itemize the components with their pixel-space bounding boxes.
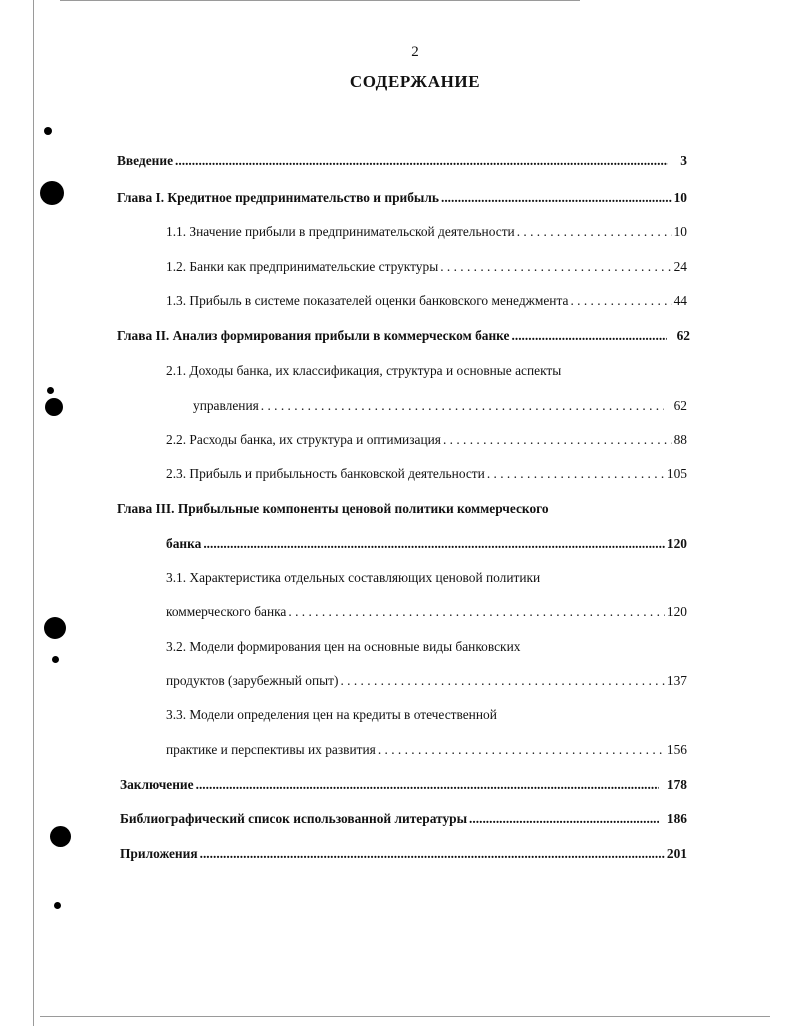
toc-label-continued: продуктов (зарубежный опыт) [166, 673, 339, 688]
toc-label: 2.2. Расходы банка, их структура и оптимизация [166, 432, 441, 447]
page-title: СОДЕРЖАНИЕ [349, 72, 481, 91]
toc-leader [288, 601, 665, 623]
toc-label: 1.3. Прибыль в системе показателей оценки банковского менеджмента [166, 293, 569, 308]
toc-entry-1-3[interactable] [166, 290, 687, 312]
toc-entry-3-1-line2[interactable] [166, 601, 687, 623]
toc-entry-3-3-line1[interactable] [166, 704, 687, 726]
toc-label: 3.1. Характеристика отдельных составляющих ценовой политики [166, 570, 541, 585]
toc-leader [261, 395, 664, 417]
toc-page: 62 [673, 398, 687, 413]
toc-label: Библиографический список использованной литературы [120, 811, 468, 826]
toc-entry-chapter-1[interactable] [117, 187, 687, 209]
toc-entry-3-1-line1[interactable] [166, 567, 687, 589]
toc-page: 105 [666, 466, 687, 481]
toc-leader [203, 533, 665, 555]
toc-entry-chapter-3-line1[interactable] [117, 498, 687, 520]
page-number: 2 [411, 44, 419, 60]
toc-leader [200, 843, 665, 865]
toc-entry-2-1-line2[interactable] [193, 395, 687, 417]
toc-label: 2.1. Доходы банка, их классификация, структура и основные аспекты [166, 363, 562, 378]
punch-hole-mark [54, 902, 61, 909]
punch-hole [44, 617, 66, 639]
toc-page: 24 [673, 259, 687, 274]
toc-page: 10 [673, 190, 687, 205]
toc-label-continued: практике и перспективы их развития [166, 742, 376, 757]
toc-label: 1.1. Значение прибыли в предпринимательской деятельности [166, 224, 515, 239]
toc-entry-intro[interactable] [117, 150, 687, 172]
toc-leader [443, 429, 672, 451]
toc-label: Глава II. Анализ формирования прибыли в коммерческом банке [117, 328, 510, 343]
toc-page: 137 [666, 673, 687, 688]
toc-page: 178 [666, 777, 687, 792]
punch-hole [50, 826, 71, 847]
toc-label-continued: коммерческого банка [166, 604, 287, 619]
scan-edge-top [60, 0, 580, 1]
toc-page: 44 [673, 293, 687, 308]
toc-entry-3-3-line2[interactable] [166, 739, 687, 761]
scan-edge-left [33, 0, 34, 1026]
toc-leader [340, 670, 664, 692]
toc-label-continued: банка [166, 536, 202, 551]
toc-leader [196, 774, 659, 796]
toc-page: 62 [676, 328, 690, 343]
toc-label: Глава I. Кредитное предпринимательство и прибыль [117, 190, 439, 205]
toc-leader [487, 463, 665, 485]
toc-entry-3-2-line1[interactable] [166, 636, 687, 658]
toc-label: 3.3. Модели определения цен на кредиты в отечественной [166, 707, 497, 722]
toc-entry-1-2[interactable] [166, 256, 687, 278]
toc-label: 1.2. Банки как предпринимательские структуры [166, 259, 439, 274]
toc-page: 88 [673, 432, 687, 447]
toc-entry-appendix[interactable] [120, 843, 687, 865]
toc-label: 2.3. Прибыль и прибыльность банковской деятельности [166, 466, 485, 481]
toc-page: 186 [666, 811, 687, 826]
toc-entry-chapter-3-line2[interactable] [166, 533, 687, 555]
toc-page: 156 [666, 742, 687, 757]
punch-hole-mark [44, 127, 52, 135]
punch-hole [40, 181, 64, 205]
toc-leader [469, 808, 659, 830]
toc-entry-3-2-line2[interactable] [166, 670, 687, 692]
toc-leader [378, 739, 665, 761]
toc-entry-2-1-line1[interactable] [166, 360, 687, 382]
scan-edge-bottom [40, 1016, 770, 1017]
toc-entry-1-1[interactable] [166, 221, 687, 243]
toc-page: 10 [673, 224, 687, 239]
toc-label: Приложения [120, 846, 198, 861]
toc-page: 120 [666, 536, 687, 551]
toc-leader [440, 256, 671, 278]
toc-leader [512, 325, 667, 347]
punch-hole-mark [52, 656, 59, 663]
toc-page: 201 [666, 846, 687, 861]
toc-entry-2-3[interactable] [166, 463, 687, 485]
toc-leader [441, 187, 672, 209]
punch-hole [45, 398, 63, 416]
toc-label-continued: управления [193, 398, 259, 413]
toc-entry-chapter-2[interactable] [117, 325, 690, 347]
toc-leader [517, 221, 672, 243]
toc-page: 3 [680, 153, 687, 168]
toc-leader [570, 290, 671, 312]
toc-label: Введение [117, 153, 174, 168]
toc-entry-bibliography[interactable] [120, 808, 687, 830]
toc-entry-conclusion[interactable] [120, 774, 687, 796]
toc-page: 120 [666, 604, 687, 619]
toc-label: Заключение [120, 777, 194, 792]
toc-label: Глава III. Прибыльные компоненты ценовой политики коммерческого [117, 501, 549, 516]
punch-hole-mark [47, 387, 54, 394]
toc-leader [175, 150, 668, 172]
toc-label: 3.2. Модели формирования цен на основные виды банковских [166, 639, 521, 654]
toc-entry-2-2[interactable] [166, 429, 687, 451]
